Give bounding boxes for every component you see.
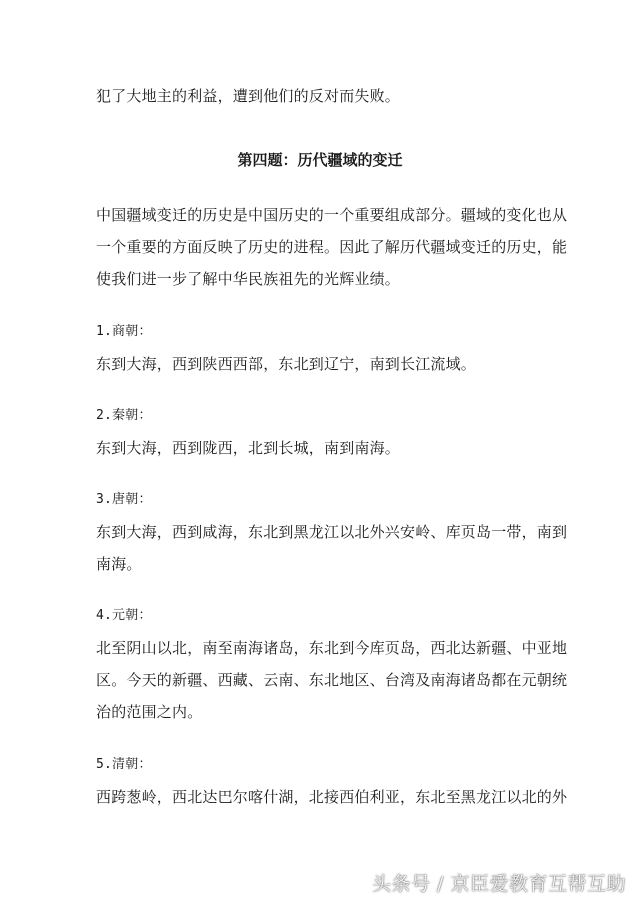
dynasty-text-line: 区。今天的新疆、西藏、云南、东北地区、台湾及南海诸岛都在元朝统 — [96, 671, 568, 689]
dynasty-label-yuan: 4.元朝： — [96, 608, 152, 623]
dynasty-text-line: 西跨葱岭，西北达巴尔喀什湖，北接西伯利亚，东北至黑龙江以北的外 — [96, 788, 568, 806]
dynasty-text-line: 东到大海，西到咸海，东北到黑龙江以北外兴安岭、库页岛一带，南到 — [96, 523, 568, 541]
dynasty-label-qing: 5.清朝： — [96, 757, 152, 772]
dynasty-text-line: 北至阴山以北，南至南海诸岛，东北到今库页岛，西北达新疆、中亚地 — [96, 639, 568, 657]
dynasty-label-shang: 1.商朝： — [96, 324, 152, 339]
dynasty-text-line: 南海。 — [96, 555, 142, 573]
dynasty-label-qin: 2.秦朝： — [96, 408, 152, 423]
dynasty-label-tang: 3.唐朝： — [96, 492, 152, 507]
intro-paragraph-line: 一个重要的方面反映了历史的进程。因此了解历代疆域变迁的历史，能 — [96, 238, 568, 256]
dynasty-text-line: 治的范围之内。 — [96, 703, 203, 721]
dynasty-text-line: 东到大海，西到陇西，北到长城，南到南海。 — [96, 439, 401, 457]
paragraph-line: 犯了大地主的利益，遭到他们的反对而失败。 — [96, 87, 401, 105]
intro-paragraph-line: 中国疆域变迁的历史是中国历史的一个重要组成部分。疆域的变化也从 — [96, 206, 568, 224]
section-heading: 第四题：历代疆域的变迁 — [237, 151, 403, 169]
watermark-text: 头条号 / 京臣爱教育互帮互助 — [372, 873, 626, 895]
dynasty-text-line: 东到大海，西到陕西西部，东北到辽宁，南到长江流域。 — [96, 355, 477, 373]
intro-paragraph-line: 使我们进一步了解中华民族祖先的光辉业绩。 — [96, 270, 401, 288]
